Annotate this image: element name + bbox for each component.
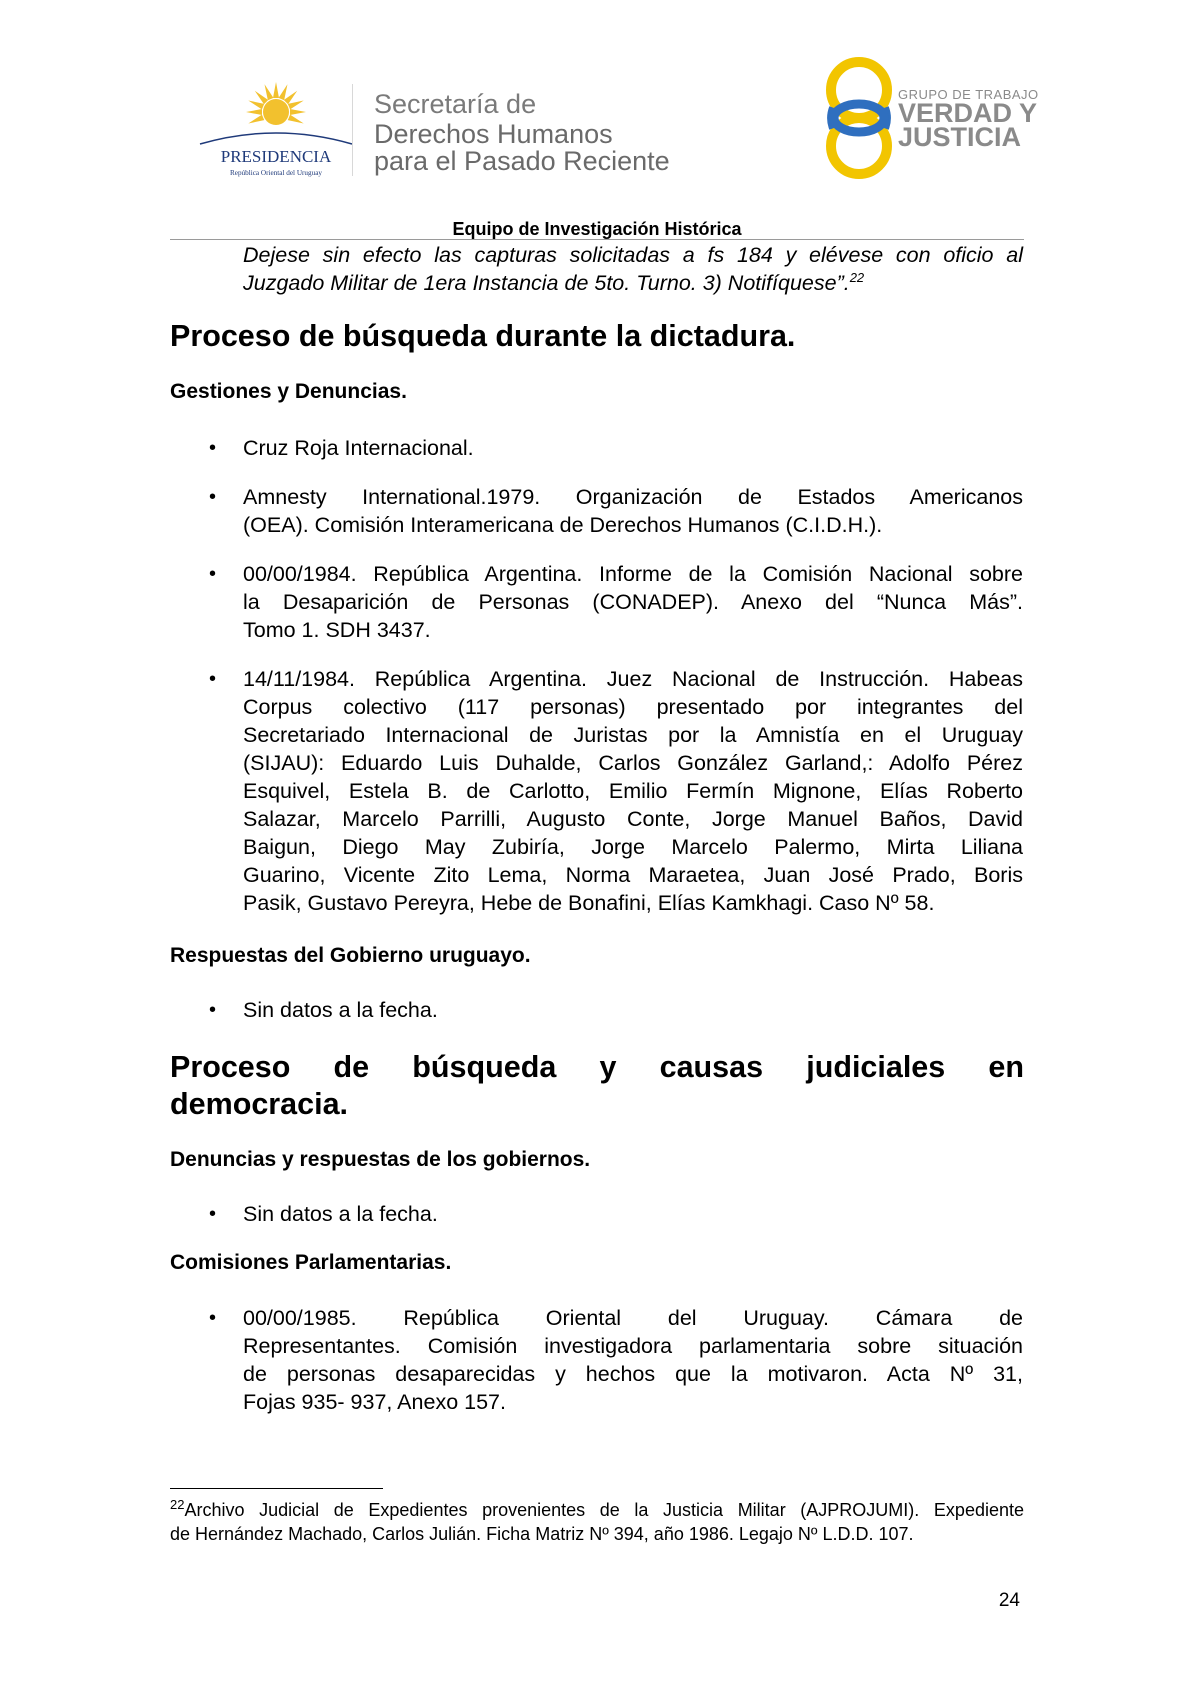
footnote-line: de Hernández Machado, Carlos Julián. Ficha Matriz Nº 394, año 1986. Legajo Nº L.D.D. 107. [170, 1524, 914, 1544]
list-item: Sin datos a la fecha. [243, 998, 438, 1022]
bullet-icon: • [209, 1307, 217, 1329]
footnote-line: $^{22}$Archivo Judicial de Expedientes provenientes de la Justicia Militar (AJPROJUMI). Expediente [170, 1497, 1024, 1520]
bullet-icon: • [209, 437, 217, 459]
grupo-trabajo-label: GRUPO DE TRABAJO [898, 87, 1039, 102]
secretaria-line-3: para el Pasado Reciente [374, 146, 670, 176]
list-item: 00/00/1985. República Oriental del Uruguay. Cámara de Representantes. Comisión investigadora parlamentaria sobre situación de personas desaparecidas y hechos que la motivaron. Acta Nº 31, Fojas 935- 937, Anexo 157. [243, 1306, 1023, 1414]
bullet-icon: • [209, 1203, 217, 1225]
page-number: 24 [998, 1590, 1020, 1611]
footnote-number: 22 [170, 1497, 185, 1512]
quote-paragraph [243, 241, 1023, 297]
quote-line-last: Juzgado Militar de 1era Instancia de 5to. Turno. 3) Notifíquese”.$^{22}$ [243, 269, 865, 295]
secretaria-line-1: Secretaría de [374, 89, 537, 119]
logo-divider [352, 84, 353, 176]
justicia-label: JUSTICIA [898, 122, 1022, 152]
bullet-icon: • [209, 668, 217, 690]
bullet-icon: • [209, 486, 217, 508]
heading-comisiones: Comisiones Parlamentarias. [170, 1251, 452, 1274]
section-title-democracia: Proceso de búsqueda y causas judiciales en democracia. [170, 1050, 1024, 1121]
verdad-justicia-rings-icon [822, 56, 896, 180]
footnote-rule [170, 1488, 383, 1489]
list-item: 14/11/1984. República Argentina. Juez Nacional de Instrucción. Habeas Corpus colectivo (117 personas) presentado por integrantes del Secretariado Internacional de Juristas por la Amnistía en el Uruguay (SIJAU): Eduardo Luis Duhalde, Carlos González Garland,: Adolfo Pérez Esquivel, Estela B. de Carlotto, Emilio Fermín Mignone, Elías Roberto Salazar, Marcelo Parrilli, Augusto Conte, Jorge Manuel Baños, David Baigun, Diego May Zubiría, Jorge Marcelo Palermo, Mirta Liliana Guarino, Vicente Zito Lema, Norma Maraetea, Juan José Prado, Boris Pasik, Gustavo Pereyra, Hebe de Bonafini, Elías Kamkhagi. Caso Nº 58. [243, 667, 1023, 915]
heading-respuestas: Respuestas del Gobierno uruguayo. [170, 944, 531, 967]
presidencia-logo-subtext: República Oriental del Uruguay [229, 169, 323, 177]
verdad-label: VERDAD Y [898, 98, 1038, 128]
team-title: Equipo de Investigación Histórica [452, 219, 742, 239]
presidencia-logo-text: PRESIDENCIA [220, 147, 332, 166]
bullet-icon: • [209, 563, 217, 585]
footnote-ref: 22 [849, 269, 865, 285]
bullet-icon: • [209, 999, 217, 1021]
header-rule [170, 239, 1024, 240]
presidencia-logo [196, 80, 356, 180]
secretaria-line-2: Derechos Humanos [374, 119, 613, 149]
list-item: 00/00/1984. República Argentina. Informe de la Comisión Nacional sobre la Desaparición de Personas (CONADEP). Anexo del “Nunca Más”. Tomo 1. SDH 3437. [243, 562, 1023, 642]
list-item: Sin datos a la fecha. [243, 1202, 438, 1226]
section-title-dictadura: Proceso de búsqueda durante la dictadura. [170, 319, 796, 353]
logo-arc [200, 133, 352, 144]
heading-gestiones: Gestiones y Denuncias. [170, 380, 407, 403]
list-item: Amnesty International.1979. Organización de Estados Americanos (OEA). Comisión Interamericana de Derechos Humanos (C.I.D.H.). [243, 485, 1023, 537]
quote-line: Dejese sin efecto las capturas solicitadas a fs 184 y elévese con oficio al [243, 243, 1023, 267]
list-item: Cruz Roja Internacional. [243, 436, 474, 460]
heading-denuncias: Denuncias y respuestas de los gobiernos. [170, 1148, 591, 1171]
sun-icon [246, 82, 306, 126]
footnote [170, 1498, 1024, 1546]
